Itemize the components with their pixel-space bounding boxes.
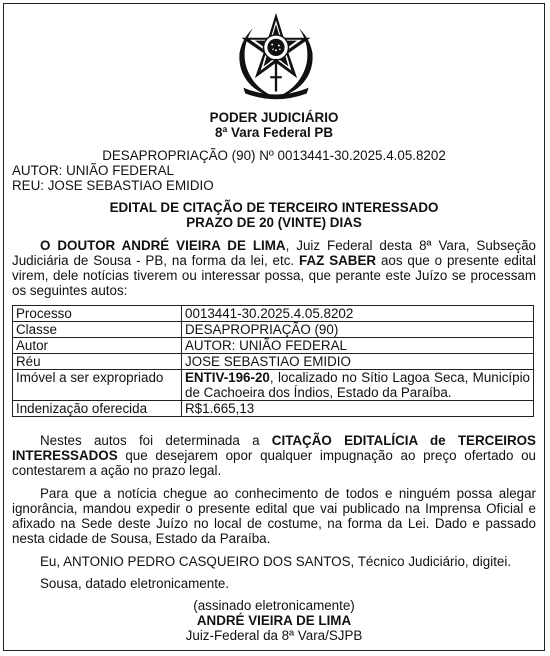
p1-text-a: Nestes autos foi determinada a — [40, 433, 272, 448]
table-row — [13, 354, 534, 370]
table-row — [13, 306, 534, 322]
org-title: PODER JUDICIÁRIO — [209, 110, 339, 125]
row-label: Autor — [13, 338, 182, 354]
row-label: Réu — [13, 354, 182, 370]
p1-text-b: que desejarem opor qualquer impugnação ao preço ofertado ou contestarem a ação no prazo legal. — [12, 448, 536, 478]
intro-text-2: aos que o presente edital virem, dele notícias tiverem ou interessar possa, que perante este Juízo se processam os seguintes autos: — [12, 253, 536, 298]
citation-paragraph — [12, 433, 536, 478]
signature-note: (assinado eletronicamente) — [193, 598, 355, 613]
imovel-value — [182, 370, 534, 401]
case-defendant: REU: JOSE SEBASTIAO EMIDIO — [12, 178, 214, 193]
details-table-wrap — [12, 305, 536, 417]
intro-text-1: , Juiz Federal desta 8ª Vara, Subseção Judiciária de Sousa - PB, na forma da lei, etc. — [12, 238, 536, 268]
imovel-code: ENTIV-196-20 — [185, 370, 270, 385]
row-value: 0013441-30.2025.4.05.8202 — [182, 306, 534, 322]
signature-block — [12, 598, 536, 643]
row-value: R$1.665,13 — [182, 401, 534, 417]
signature-role: Juiz-Federal da 8ª Vara/SJPB — [185, 628, 363, 643]
publication-paragraph: Para que a notícia chegue ao conhecimento de todos e ninguém possa alegar ignorância, mandou expedir o presente edital que vai publicado na Imprensa Oficial e afixado na Sede deste Juízo no local de costume, na forma da Lei. Dado e passado nesta cidade de Sousa, Estado da Paraíba. — [12, 486, 536, 546]
imovel-text: , localizado no Sítio Lagoa Seca, Município de Cachoeira dos Índios, Estado da Paraíba. — [185, 370, 530, 400]
row-value: AUTOR: UNIÃO FEDERAL — [182, 338, 534, 354]
faz-saber: FAZ SABER — [299, 253, 377, 268]
row-label: Classe — [13, 322, 182, 338]
coat-of-arms-icon — [228, 9, 324, 105]
row-label: Imóvel a ser expropriado — [13, 370, 182, 401]
case-info — [12, 148, 536, 193]
date-paragraph: Sousa, datado eletronicamente. — [40, 576, 230, 591]
title-line-1: EDITAL DE CITAÇÃO DE TERCEIRO INTERESSADO — [109, 200, 439, 215]
row-value: JOSE SEBASTIAO EMIDIO — [182, 354, 534, 370]
intro-paragraph — [12, 238, 536, 298]
signature-name: ANDRÉ VIEIRA DE LIMA — [196, 613, 352, 628]
table-row — [13, 370, 534, 401]
edital-title — [12, 200, 536, 230]
typist-paragraph: Eu, ANTONIO PEDRO CASQUEIRO DOS SANTOS, Técnico Judiciário, digitei. — [40, 554, 512, 569]
p1-bold: CITAÇÃO EDITALÍCIA de TERCEIROS INTERESSADOS — [12, 433, 536, 463]
table-row — [13, 338, 534, 354]
row-label: Processo — [13, 306, 182, 322]
row-label: Indenização oferecida — [13, 401, 182, 417]
case-author: AUTOR: UNIÃO FEDERAL — [12, 163, 174, 178]
table-row — [13, 401, 534, 417]
details-table — [12, 305, 534, 417]
title-line-2: PRAZO DE 20 (VINTE) DIAS — [186, 215, 362, 230]
case-line: DESAPROPRIAÇÃO (90) Nº 0013441-30.2025.4.05.8202 — [102, 148, 446, 163]
row-value: DESAPROPRIAÇÃO (90) — [182, 322, 534, 338]
court-header — [12, 110, 536, 140]
judge-name: O DOUTOR ANDRÉ VIEIRA DE LIMA — [40, 238, 286, 253]
table-row — [13, 322, 534, 338]
court-title: 8ª Vara Federal PB — [214, 125, 334, 140]
